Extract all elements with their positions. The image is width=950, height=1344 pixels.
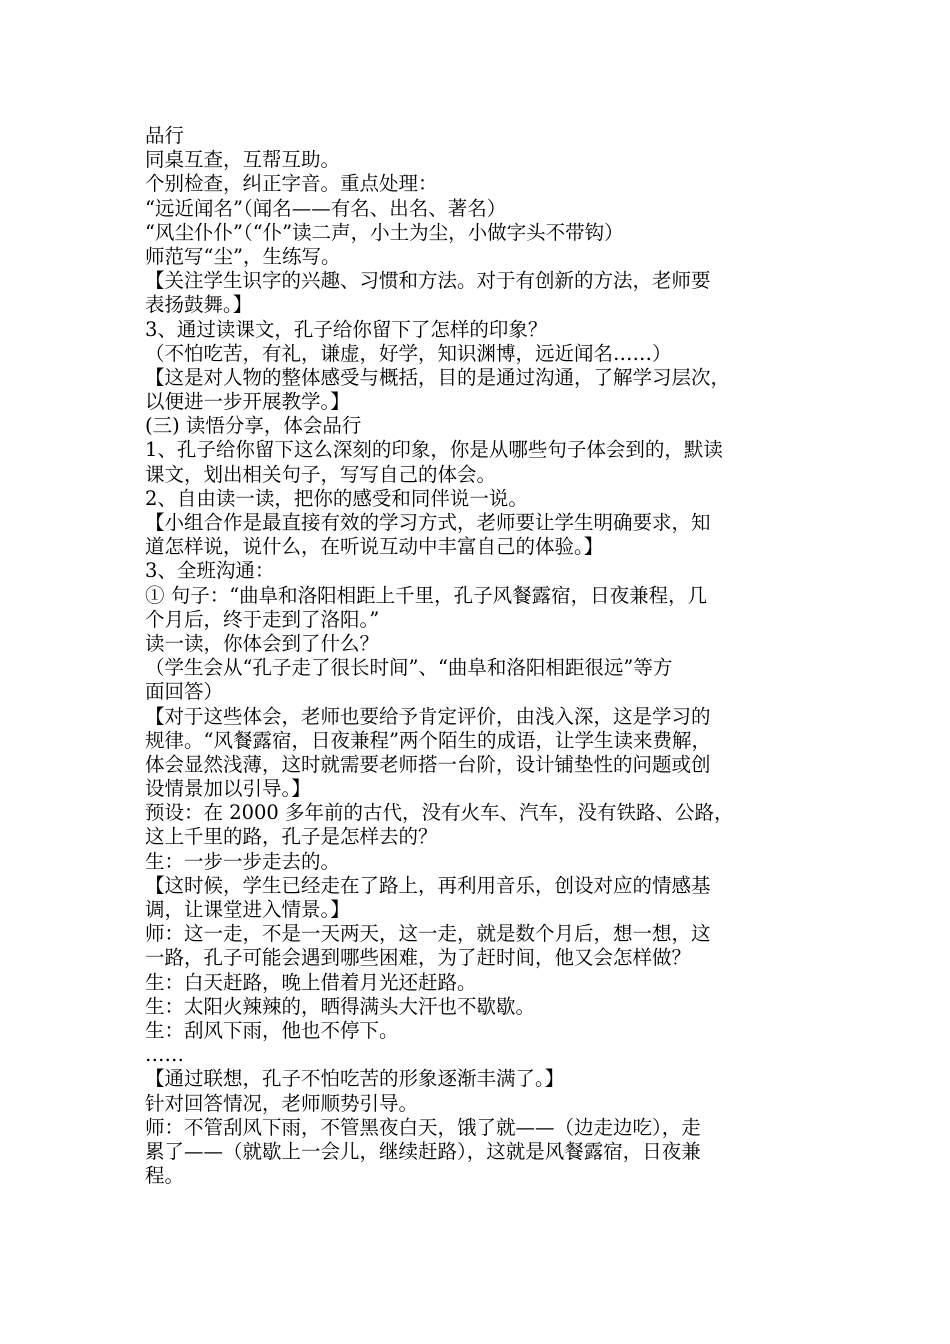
text-line: ① 句子：“曲阜和洛阳相距上千里，孔子风餐露宿，日夜兼程，几 — [145, 583, 708, 607]
text-line: 表扬鼓舞。】 — [145, 293, 253, 317]
text-line: 生：白天赶路，晚上借着月光还赶路。 — [145, 970, 477, 994]
text-line: （不怕吃苦，有礼，谦虚，好学，知识渊博，远近闻名……） — [145, 341, 672, 365]
text-line: 面回答） — [145, 680, 224, 704]
text-line: 这上千里的路，孔子是怎样去的？ — [145, 825, 438, 849]
text-line: 3、全班沟通： — [145, 559, 275, 583]
text-line: 【这是对人物的整体感受与概括，目的是通过沟通，了解学习层次， — [145, 365, 731, 389]
text-line: 【通过联想，孔子不怕吃苦的形象逐渐丰满了。】 — [145, 1067, 565, 1091]
text-line: 品行 — [145, 124, 185, 147]
text-line: 同桌互查，互帮互助。 — [145, 148, 341, 172]
text-line: 以便进一步开展教学。】 — [145, 390, 350, 414]
text-line: 【小组合作是最直接有效的学习方式，老师要让学生明确要求，知 — [145, 511, 711, 534]
text-line: 针对回答情况，老师顺势引导。 — [145, 1091, 419, 1115]
text-line: 【关注学生识字的兴趣、习惯和方法。对于有创新的方法，老师要 — [145, 269, 711, 293]
text-line: 一路，孔子可能会遇到哪些困难，为了赶时间，他又会怎样做？ — [145, 946, 692, 970]
text-line: 道怎样说，说什么，在听说互动中丰富自己的体验。】 — [145, 535, 604, 559]
text-line: 【这时候，学生已经走在了路上，再利用音乐，创设对应的情感基 — [145, 873, 711, 897]
text-line: 累了——（就歇上一会儿，继续赶路），这就是风餐露宿，日夜兼 — [145, 1139, 701, 1163]
text-line: 课文，划出相关句子，写写自己的体会。 — [145, 462, 497, 486]
ellipsis-line: …… — [145, 1043, 184, 1067]
text-line: 程。 — [145, 1164, 185, 1188]
text-line: 师范写“尘”，生练写。 — [145, 244, 341, 268]
text-line: 生：太阳火辣辣的，晒得满头大汗也不歇歇。 — [145, 994, 536, 1018]
text-line: （学生会从“孔子走了很长时间”、“曲阜和洛阳相距很远”等方 — [145, 656, 673, 680]
section-heading: (三) 读悟分享，体会品行 — [145, 414, 362, 438]
text-line: 预设：在 2000 多年前的古代，没有火车、汽车，没有铁路、公路， — [145, 801, 734, 825]
text-line: 师：不管刮风下雨，不管黑夜白天，饿了就——（边走边吃），走 — [145, 1115, 701, 1139]
text-line: 2、自由读一读，把你的感受和同伴说一说。 — [145, 486, 528, 510]
text-line: 个别检查，纠正字音。重点处理： — [145, 172, 438, 196]
text-line: 读一读，你体会到了什么？ — [145, 631, 380, 655]
text-line: 1、孔子给你留下这么深刻的印象，你是从哪些句子体会到的，默读 — [145, 438, 723, 462]
text-line: “风尘仆仆”（“仆”读二声，小土为尘，小做字头不带钩） — [145, 220, 624, 244]
text-line: “远近闻名”（闻名——有名、出名、著名） — [145, 196, 507, 220]
document-body — [145, 124, 825, 1188]
text-line: 3、通过读课文，孔子给你留下了怎样的印象？ — [145, 317, 548, 341]
text-line: 规律。“风餐露宿，日夜兼程”两个陌生的成语，让学生读来费解， — [145, 728, 711, 752]
text-line: 设情景加以引导。】 — [145, 777, 311, 801]
text-line: 生：一步一步走去的。 — [145, 849, 341, 873]
text-line: 师：这一走，不是一天两天，这一走，就是数个月后，想一想，这 — [145, 922, 711, 946]
text-line: 生：刮风下雨，他也不停下。 — [145, 1018, 399, 1042]
text-line: 【对于这些体会，老师也要给予肯定评价，由浅入深，这是学习的 — [145, 704, 711, 728]
text-line: 调，让课堂进入情景。】 — [145, 898, 350, 921]
text-line: 个月后，终于走到了洛阳。” — [145, 607, 380, 631]
text-line: 体会显然浅薄，这时就需要老师搭一台阶，设计铺垫性的问题或创 — [145, 752, 711, 776]
